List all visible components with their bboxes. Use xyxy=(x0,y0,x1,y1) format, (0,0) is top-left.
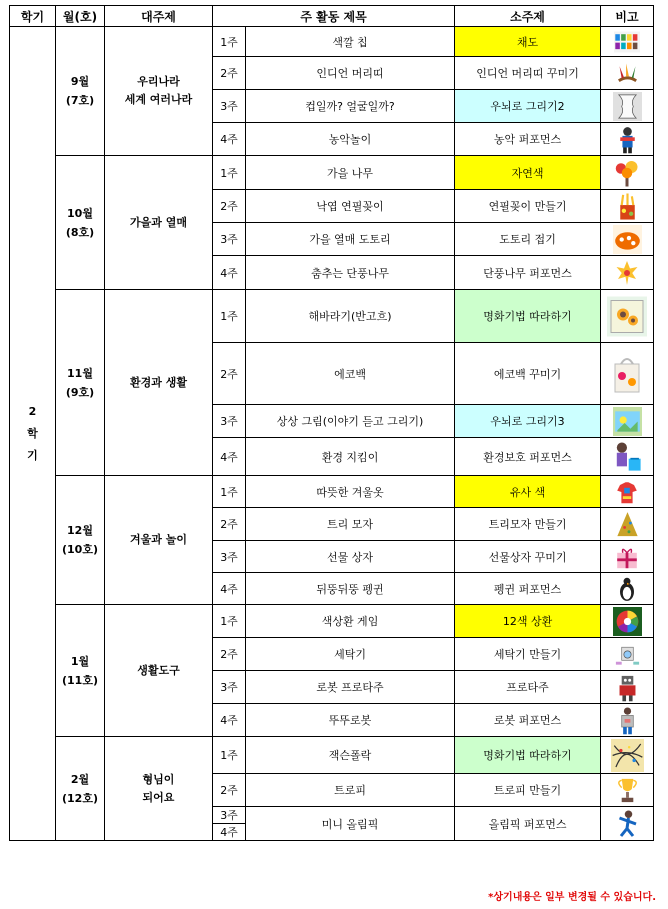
month-label: 12월 xyxy=(67,524,93,537)
autumn-tree-icon xyxy=(612,158,642,188)
activity-title: 뒤뚱뒤뚱 펭귄 xyxy=(246,573,455,605)
subtopic: 12색 상환 xyxy=(455,605,601,638)
pollock-icon xyxy=(611,739,644,772)
pencil-holder-icon xyxy=(613,192,642,221)
note-thumbnail-cell xyxy=(601,57,654,90)
theme-cell xyxy=(105,605,213,737)
activity-title: 가을 나무 xyxy=(246,156,455,190)
week-label: 4주 xyxy=(213,256,246,290)
week-label: 2주 xyxy=(213,343,246,405)
week-label: 4주 xyxy=(213,438,246,476)
imagination-icon xyxy=(613,407,642,436)
subtopic: 농악 퍼포먼스 xyxy=(455,123,601,156)
note-thumbnail-cell xyxy=(601,27,654,57)
subtopic: 유사 색 xyxy=(455,476,601,508)
acorn-icon xyxy=(613,225,642,254)
month-cell xyxy=(56,27,105,156)
theme-label: 생활도구 xyxy=(137,663,180,677)
week-label: 2주 xyxy=(213,638,246,671)
note-thumbnail-cell xyxy=(601,405,654,438)
washer-icon xyxy=(613,640,642,669)
week-label: 3주 xyxy=(213,90,246,123)
cup-face-icon xyxy=(613,92,642,121)
header-note: 비고 xyxy=(601,6,654,27)
subtopic: 채도 xyxy=(455,27,601,57)
note-thumbnail-cell xyxy=(601,343,654,405)
week-label: 3주 xyxy=(213,541,246,573)
nongak-icon xyxy=(613,125,642,154)
headband-icon xyxy=(613,59,642,88)
month-cell xyxy=(56,737,105,841)
subtopic: 명화기법 따라하기 xyxy=(455,737,601,774)
semester-cell xyxy=(10,27,56,841)
note-thumbnail-cell xyxy=(601,541,654,573)
theme-cell xyxy=(105,476,213,605)
winter-clothes-icon xyxy=(613,478,641,506)
subtopic: 세탁기 만들기 xyxy=(455,638,601,671)
theme-cell xyxy=(105,156,213,290)
theme-label: 되어요 xyxy=(142,790,175,804)
activity-title: 인디언 머리띠 xyxy=(246,57,455,90)
activity-title: 해바라기(반고흐) xyxy=(246,290,455,343)
trophy-icon xyxy=(613,776,642,805)
week-label: 1주 xyxy=(213,290,246,343)
subtopic: 환경보호 퍼포먼스 xyxy=(455,438,601,476)
olympic-icon xyxy=(612,809,642,839)
month-label: 11월 xyxy=(67,366,93,380)
week-label: 3주 xyxy=(213,223,246,256)
week-row xyxy=(10,290,654,343)
header-activity: 주 활동 제목 xyxy=(213,6,455,27)
week-label: 2주 xyxy=(213,508,246,541)
theme-label: 겨울과 놀이 xyxy=(130,533,187,546)
schedule-table xyxy=(9,5,654,841)
month-cell xyxy=(56,290,105,476)
subtopic: 에코백 꾸미기 xyxy=(455,343,601,405)
activity-title: 춤추는 단풍나무 xyxy=(246,256,455,290)
note-thumbnail-cell xyxy=(601,438,654,476)
note-thumbnail-cell xyxy=(601,508,654,541)
note-thumbnail-cell xyxy=(601,123,654,156)
note-thumbnail-cell xyxy=(601,807,654,841)
header-month: 월(호) xyxy=(56,6,105,27)
note-thumbnail-cell xyxy=(601,190,654,223)
month-label: (12호) xyxy=(62,791,98,805)
subtopic: 프로타주 xyxy=(455,671,601,704)
subtopic: 펭귄 퍼포먼스 xyxy=(455,573,601,605)
activity-title: 트로피 xyxy=(246,774,455,807)
month-label: (9호) xyxy=(65,385,95,399)
theme-cell xyxy=(105,290,213,476)
week-row xyxy=(10,737,654,774)
robot-perf-icon xyxy=(613,706,642,735)
activity-title: 낙엽 연필꽂이 xyxy=(246,190,455,223)
note-thumbnail-cell xyxy=(601,256,654,290)
month-label: 2월 xyxy=(70,772,90,786)
tree-hat-icon xyxy=(613,510,642,539)
activity-title: 가을 열매 도토리 xyxy=(246,223,455,256)
subtopic: 단풍나무 퍼포먼스 xyxy=(455,256,601,290)
subtopic: 트리모자 만들기 xyxy=(455,508,601,541)
subtopic: 올림픽 퍼포먼스 xyxy=(455,807,601,841)
note-thumbnail-cell xyxy=(601,476,654,508)
note-thumbnail-cell xyxy=(601,90,654,123)
theme-label: 형님이 xyxy=(142,772,175,786)
month-label: (7호) xyxy=(65,94,95,107)
env-guard-icon xyxy=(610,440,644,474)
week-label: 3주 xyxy=(213,671,246,704)
week-row xyxy=(10,476,654,508)
subtopic: 도토리 접기 xyxy=(455,223,601,256)
theme-cell xyxy=(105,737,213,841)
subtopic: 인디언 머리띠 꾸미기 xyxy=(455,57,601,90)
theme-label: 환경과 생활 xyxy=(130,375,187,389)
month-label: 10월 xyxy=(67,206,93,220)
semester-number: 2 xyxy=(28,404,37,418)
subtopic: 우뇌로 그리기3 xyxy=(455,405,601,438)
week-label: 4주 xyxy=(213,573,246,605)
week-row xyxy=(10,156,654,190)
month-label: 1월 xyxy=(70,654,90,668)
color-chips-icon xyxy=(614,29,640,55)
robot-icon xyxy=(613,673,642,702)
activity-title: 농악놀이 xyxy=(246,123,455,156)
week-label: 4주 xyxy=(213,123,246,156)
activity-title: 환경 지킴이 xyxy=(246,438,455,476)
week-label: 1주 xyxy=(213,156,246,190)
month-cell xyxy=(56,156,105,290)
maple-icon xyxy=(612,258,642,288)
week-label: 2주 xyxy=(213,190,246,223)
month-cell xyxy=(56,605,105,737)
gift-box-icon xyxy=(613,543,641,571)
month-label: 9월 xyxy=(70,75,90,88)
penguin-icon xyxy=(613,575,641,603)
theme-label: 우리나라 xyxy=(137,75,180,88)
header-semester: 학기 xyxy=(10,6,56,27)
week-label: 4주 xyxy=(213,704,246,737)
note-thumbnail-cell xyxy=(601,573,654,605)
theme-label: 세계 여러나라 xyxy=(124,93,193,106)
week-label: 1주 xyxy=(213,605,246,638)
week-label: 1주 xyxy=(213,476,246,508)
activity-title: 뚜뚜로봇 xyxy=(246,704,455,737)
week-label: 1주 xyxy=(213,737,246,774)
month-cell xyxy=(56,476,105,605)
week-label: 3주 xyxy=(213,405,246,438)
activity-title: 선물 상자 xyxy=(246,541,455,573)
week-label: 1주 xyxy=(213,27,246,57)
week-label: 3주 xyxy=(213,807,246,824)
month-label: (11호) xyxy=(62,673,98,687)
note-thumbnail-cell xyxy=(601,223,654,256)
subtopic: 트로피 만들기 xyxy=(455,774,601,807)
activity-title: 상상 그림(이야기 듣고 그리기) xyxy=(246,405,455,438)
subtopic: 로봇 퍼포먼스 xyxy=(455,704,601,737)
footnote: *상기내용은 일부 변경될 수 있습니다. xyxy=(488,892,656,903)
activity-title: 색깔 칩 xyxy=(246,27,455,57)
subtopic: 자연색 xyxy=(455,156,601,190)
note-thumbnail-cell xyxy=(601,774,654,807)
subtopic: 연필꽂이 만들기 xyxy=(455,190,601,223)
subtopic: 우뇌로 그리기2 xyxy=(455,90,601,123)
header-row xyxy=(10,6,654,27)
activity-title: 로봇 프로타주 xyxy=(246,671,455,704)
note-thumbnail-cell xyxy=(601,704,654,737)
activity-title: 따뜻한 겨울옷 xyxy=(246,476,455,508)
theme-label: 가을과 열매 xyxy=(130,215,187,229)
ecobag-icon xyxy=(607,345,647,403)
note-thumbnail-cell xyxy=(601,605,654,638)
header-subtopic: 소주제 xyxy=(455,6,601,27)
semester-label: 기 xyxy=(27,448,38,462)
subtopic: 명화기법 따라하기 xyxy=(455,290,601,343)
note-thumbnail-cell xyxy=(601,671,654,704)
sunflower-icon xyxy=(607,292,647,341)
activity-title: 컵일까? 얼굴일까? xyxy=(246,90,455,123)
week-row xyxy=(10,27,654,57)
header-theme: 대주제 xyxy=(105,6,213,27)
theme-cell xyxy=(105,27,213,156)
color-wheel-icon xyxy=(613,607,642,636)
activity-title: 세탁기 xyxy=(246,638,455,671)
note-thumbnail-cell xyxy=(601,737,654,774)
activity-title: 트리 모자 xyxy=(246,508,455,541)
activity-title: 잭슨폴락 xyxy=(246,737,455,774)
note-thumbnail-cell xyxy=(601,638,654,671)
week-label: 2주 xyxy=(213,57,246,90)
subtopic: 선물상자 꾸미기 xyxy=(455,541,601,573)
semester-label: 학 xyxy=(27,426,38,440)
note-thumbnail-cell xyxy=(601,290,654,343)
note-thumbnail-cell xyxy=(601,156,654,190)
week-row xyxy=(10,605,654,638)
month-label: (8호) xyxy=(65,225,95,239)
week-label: 2주 xyxy=(213,774,246,807)
week-label: 4주 xyxy=(213,824,246,841)
activity-title: 미니 올림픽 xyxy=(246,807,455,841)
month-label: (10호) xyxy=(62,543,98,556)
activity-title: 에코백 xyxy=(246,343,455,405)
activity-title: 색상환 게임 xyxy=(246,605,455,638)
